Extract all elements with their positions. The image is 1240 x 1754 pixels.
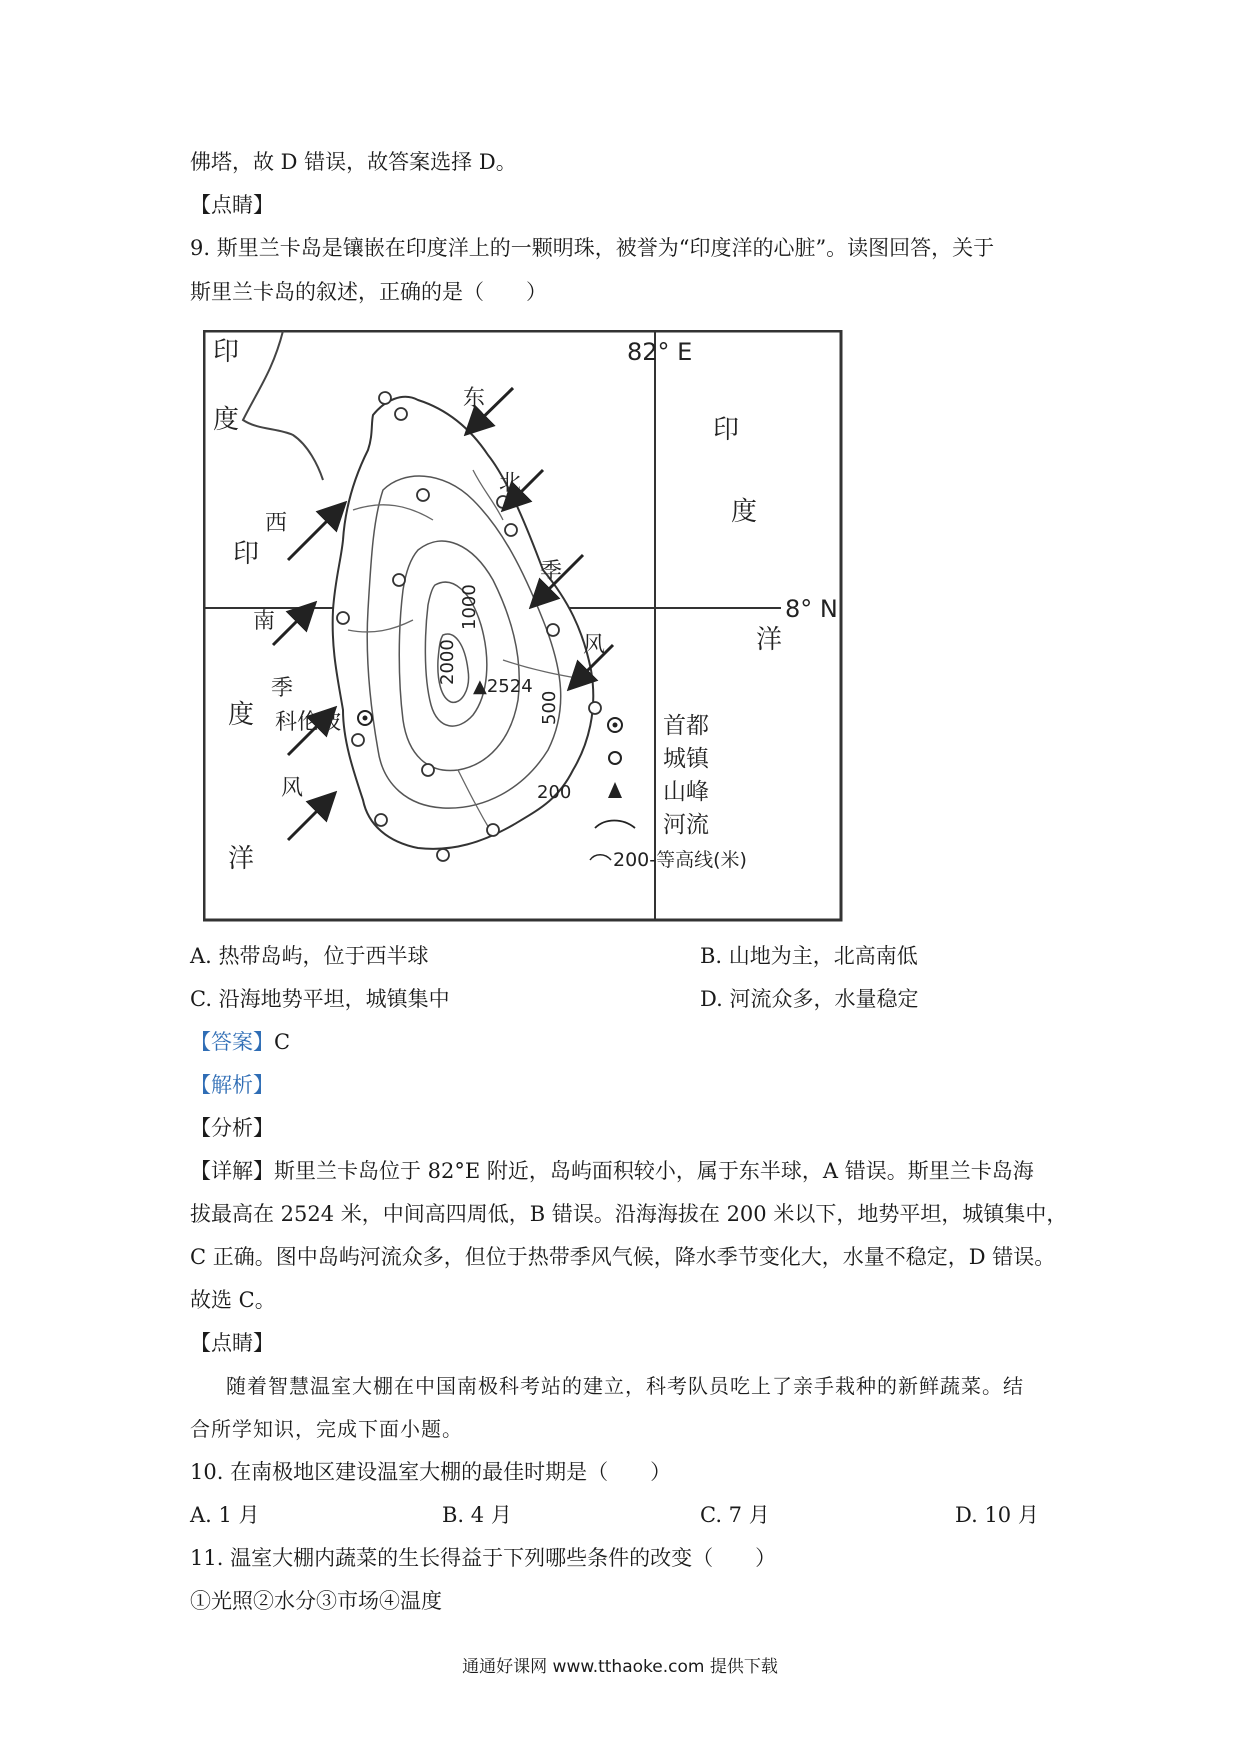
town-symbol bbox=[609, 752, 621, 764]
dianjing-label-2: 【点睛】 bbox=[190, 1331, 274, 1355]
q10-option-b: B. 4 月 bbox=[442, 1503, 512, 1527]
town-marker bbox=[505, 524, 517, 536]
wind-label: 东 bbox=[463, 386, 486, 411]
wind-label: 北 bbox=[499, 471, 522, 496]
legend-contour-label: 200-等高线(米) bbox=[613, 849, 747, 871]
detail-line-3: C 正确。图中岛屿河流众多，但位于热带季风气候，降水季节变化大，水量不稳定，D 错误。 bbox=[190, 1245, 1056, 1269]
option-d: D. 河流众多，水量稳定 bbox=[700, 987, 919, 1011]
legend-label: 城镇 bbox=[663, 746, 709, 772]
jiexi-label: 【解析】 bbox=[190, 1073, 274, 1097]
detail-line-4: 故选 C。 bbox=[190, 1288, 276, 1312]
contour-label-200: 200 bbox=[537, 782, 572, 803]
detail-label: 【详解】 bbox=[190, 1159, 274, 1183]
sri-lanka-map bbox=[203, 330, 843, 922]
town-marker bbox=[379, 392, 391, 404]
option-b: B. 山地为主，北高南低 bbox=[700, 944, 918, 968]
legend-label: 河流 bbox=[663, 812, 709, 838]
town-marker bbox=[395, 408, 407, 420]
town-marker bbox=[337, 612, 349, 624]
town-marker bbox=[589, 702, 601, 714]
option-c: C. 沿海地势平坦，城镇集中 bbox=[190, 987, 450, 1011]
town-marker bbox=[487, 824, 499, 836]
detail-text: 斯里兰卡岛位于 82°E 附近，岛屿面积较小，属于东半球，A 错误。斯里兰卡岛海 bbox=[274, 1159, 1034, 1183]
sea-label: 度 bbox=[731, 497, 758, 527]
wind-label: 风 bbox=[583, 633, 606, 658]
question-9-stem-cont: 斯里兰卡岛的叙述，正确的是（ ） bbox=[190, 280, 547, 304]
town-marker bbox=[375, 814, 387, 826]
sea-label: 印 bbox=[713, 415, 740, 445]
sea-label: 洋 bbox=[228, 844, 255, 874]
page-footer: 通通好课网 www.tthaoke.com 提供下载 bbox=[462, 1657, 778, 1677]
answer-label: 【答案】 bbox=[190, 1030, 274, 1054]
question-11-stem: 11. 温室大棚内蔬菜的生长得益于下列哪些条件的改变（ ） bbox=[190, 1546, 777, 1570]
wind-label: 季 bbox=[540, 559, 563, 584]
lon-label: 82° E bbox=[627, 338, 693, 366]
wind-label: 南 bbox=[253, 609, 276, 634]
detail-line-1 bbox=[190, 1157, 1034, 1185]
legend-label: 山峰 bbox=[663, 779, 709, 805]
sea-label: 洋 bbox=[756, 625, 783, 655]
sea-label: 度 bbox=[228, 700, 255, 730]
fenxi-label: 【分析】 bbox=[190, 1116, 274, 1140]
question-10-stem: 10. 在南极地区建设温室大棚的最佳时期是（ ） bbox=[190, 1460, 672, 1484]
answer-value: C bbox=[274, 1030, 291, 1054]
town-marker bbox=[422, 764, 434, 776]
sea-label: 印 bbox=[233, 539, 260, 569]
town-marker bbox=[417, 489, 429, 501]
answer-line bbox=[190, 1028, 290, 1056]
wind-label: 季 bbox=[271, 676, 294, 701]
line-conclusion: 佛塔，故 D 错误，故答案选择 D。 bbox=[190, 150, 517, 174]
town-marker bbox=[393, 574, 405, 586]
town-marker bbox=[437, 849, 449, 861]
peak-label: ▲2524 bbox=[473, 676, 533, 697]
contour-label-1000: 1000 bbox=[459, 584, 480, 630]
dianjing-label: 【点睛】 bbox=[190, 193, 274, 217]
question-9-stem: 9. 斯里兰卡岛是镶嵌在印度洋上的一颗明珠，被誉为“印度洋的心脏”。读图回答，关于 bbox=[190, 236, 995, 260]
contour-label-2000: 2000 bbox=[437, 639, 458, 685]
capital-name: 科伦坡 bbox=[275, 710, 342, 735]
legend-label: 首都 bbox=[663, 713, 709, 739]
wind-label: 风 bbox=[281, 776, 304, 801]
q10-option-c: C. 7 月 bbox=[700, 1503, 770, 1527]
lat-label: 8° N bbox=[785, 595, 838, 623]
wind-label: 西 bbox=[265, 511, 288, 536]
option-a: A. 热带岛屿，位于西半球 bbox=[190, 944, 429, 968]
passage-line-1: 随着智慧温室大棚在中国南极科考站的建立，科考队员吃上了亲手栽种的新鲜蔬菜。结 bbox=[226, 1374, 1024, 1398]
sea-label: 印 bbox=[213, 337, 240, 367]
town-marker bbox=[352, 734, 364, 746]
question-11-items: ①光照②水分③市场④温度 bbox=[190, 1589, 442, 1613]
town-marker bbox=[547, 624, 559, 636]
passage-line-2: 合所学知识，完成下面小题。 bbox=[190, 1417, 463, 1441]
q10-option-d: D. 10 月 bbox=[955, 1503, 1039, 1527]
contour-label-500: 500 bbox=[539, 690, 560, 725]
q10-option-a: A. 1 月 bbox=[190, 1503, 260, 1527]
sea-label: 度 bbox=[213, 405, 240, 435]
detail-line-2: 拔最高在 2524 米，中间高四周低，B 错误。沿海海拔在 200 米以下，地势平坦，城镇集中， bbox=[190, 1202, 1068, 1226]
